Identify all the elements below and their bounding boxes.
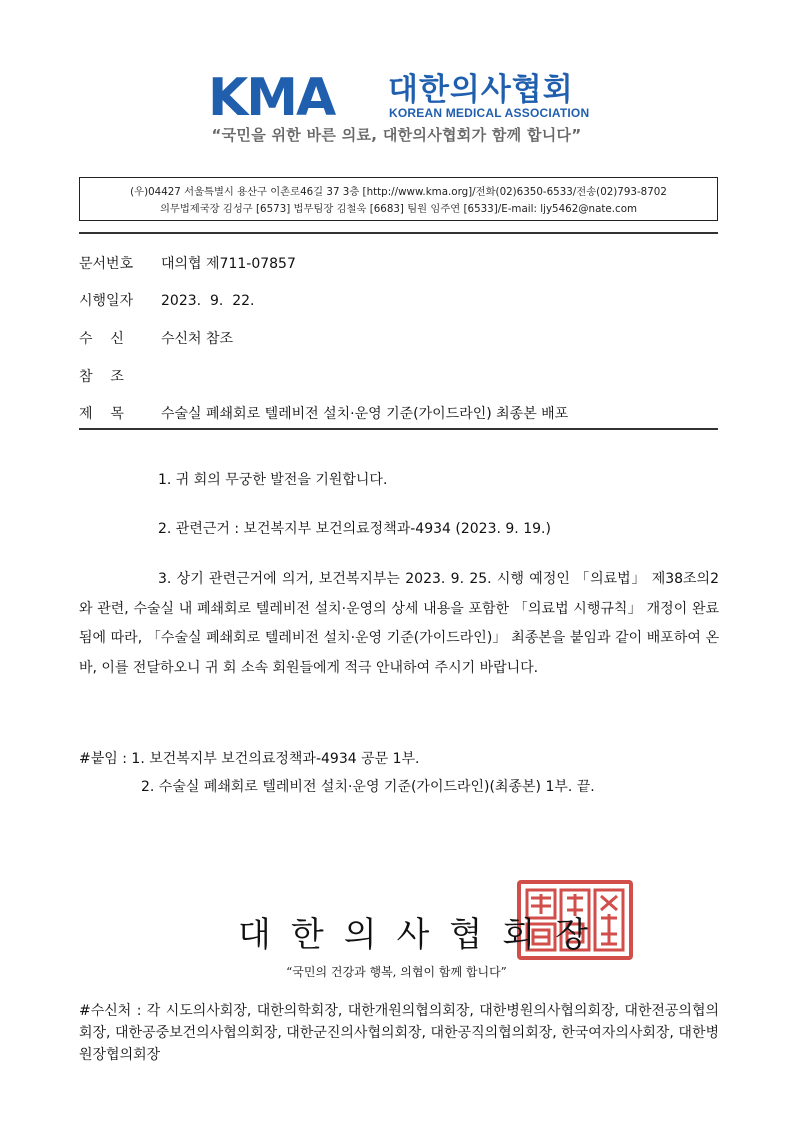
org-name-korean: 대한의사협회 <box>388 72 574 108</box>
recipient-row <box>79 328 233 348</box>
signature-name: 대한의사협회장 <box>238 915 608 955</box>
doc-number-row <box>79 253 296 273</box>
attachment-label: #붙임 : <box>79 751 132 767</box>
signature-slogan: “국민의 건강과 행복, 의협이 함께 합니다” <box>286 965 507 979</box>
divider-header <box>79 428 718 430</box>
date-row <box>79 290 255 310</box>
contact-staff-line: 의무법제국장 김성구 [6573] 법무팀장 김철욱 [6683] 팀원 임주연 [6533]/E-mail: ljy5462@nate.com <box>159 203 638 215</box>
doc-number-value: 대의협 제711-07857 <box>161 256 296 272</box>
attachment-item-1: 1. 보건복지부 보건의료정책과-4934 공문 1부. <box>131 751 420 767</box>
attachment-item-2: 2. 수술실 폐쇄회로 텔레비전 설치·운영 기준(가이드라인)(최종본) 1부. 끝. <box>141 779 595 795</box>
paragraph-1: 1. 귀 회의 무궁한 발전을 기원합니다. <box>158 472 388 488</box>
recipients-list: #수신처 : 각 시도의사회장, 대한의학회장, 대한개원의협의회장, 대한병원의사협의회장, 대한전공의협의회장, 대한공중보건의사협의회장, 대한군진의사협의회장, 대한공직의협의회장, 한국여자의사회장, 대한병원장협의회장 <box>79 1003 719 1063</box>
org-name-english: KOREAN MEDICAL ASSOCIATION <box>389 106 590 120</box>
letterhead-slogan: “국민을 위한 바른 의료, 대한의사협회가 함께 합니다” <box>211 126 582 144</box>
contact-address-line: (우)04427 서울특별시 용산구 이촌로46길 37 3층 [http://www.kma.org]/전화(02)6350-6533/전송(02)793-8702 <box>130 186 667 198</box>
doc-number-label: 문서번호 <box>79 256 134 272</box>
paragraph-3: 3. 상기 관련근거에 의거, 보건복지부는 2023. 9. 25. 시행 예정인 「의료법」 제38조의2와 관련, 수술실 내 폐쇄회로 텔레비전 설치·운영의 상세 내용을 포함한 「의료법 시행규칙」 개정이 완료됨에 따라, 「수술실 폐쇄회로 텔레비전 설치·운영 기준(가이드라인)」 최종본을 붙임과 같이 배포하여 온 바, 이를 전달하오니 귀 회 소속 회원들에게 적극 안내하여 주시기 바랍니다. <box>79 571 719 676</box>
date-value: 2023. 9. 22. <box>161 293 255 309</box>
subject-label: 제 목 <box>79 406 124 422</box>
recipient-label: 수 신 <box>79 331 124 347</box>
paragraph-2: 2. 관련근거 : 보건복지부 보건의료정책과-4934 (2023. 9. 19.) <box>158 521 551 537</box>
logo-mark: KMA <box>208 68 335 128</box>
kma-logo <box>208 68 600 128</box>
reference-row <box>79 366 161 386</box>
reference-label: 참 조 <box>79 369 124 385</box>
date-label: 시행일자 <box>79 293 134 309</box>
divider-top <box>79 232 718 234</box>
subject-value: 수술실 폐쇄회로 텔레비전 설치·운영 기준(가이드라인) 최종본 배포 <box>161 406 569 422</box>
subject-row <box>79 403 568 423</box>
attachment-row-1 <box>79 748 419 768</box>
contact-box <box>79 177 718 221</box>
recipient-value: 수신처 참조 <box>161 331 234 347</box>
